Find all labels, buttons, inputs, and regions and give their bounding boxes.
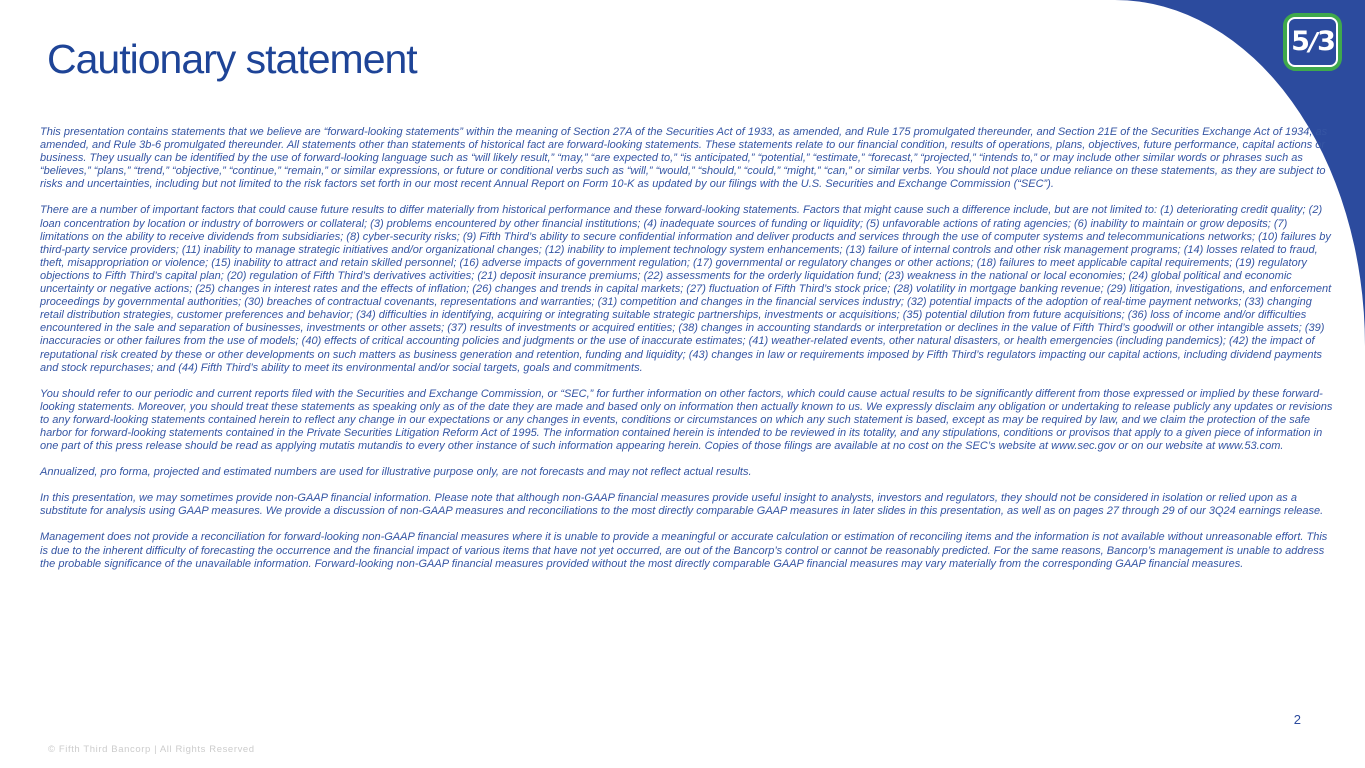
page-title: Cautionary statement [47,36,417,82]
paragraph-sec-reports: You should refer to our periodic and current reports filed with the Securities and Exchange Commission, or “SEC,” for further information on other factors, which could cause actual results to be significantly different from those expressed or implied by these forward-looking statements. Moreover, you should treat these statements as speaking only as of the date they are made and based only on information then actually known to us. We expressly disclaim any obligation or undertaking to release publicly any updates or revisions to any forward-looking statements contained herein to reflect any change in our expectations or any changes in events, conditions or circumstances on which any such statement is based, except as may be required by law, and we claim the protection of the safe harbor for forward-looking statements contained in the Private Securities Litigation Reform Act of 1995. The information contained herein is intended to be reviewed in its totality, and any stipulations, conditions or provisos that apply to a given piece of information in one part of this press release should be read as applying mutatis mutandis to every other instance of such information appearing herein. Copies of those filings are available at no cost on the SEC’s website at www.sec.gov or on our website at www.53.com. [40,387,1333,453]
logo-five: 5 [1291,25,1308,57]
paragraph-non-gaap: In this presentation, we may sometimes provide non-GAAP financial information. Please note that although non-GAAP financial measures provide useful insight to analysts, investors and regulators, they should not be considered in isolation or relied upon as a substitute for analysis using GAAP measures. We provide a discussion of non-GAAP measures and reconciliations to the most directly comparable GAAP measures in later slides in this presentation, as well as on pages 27 through 29 of our 3Q24 earnings release. [40,492,1324,518]
copyright-notice: © Fifth Third Bancorp | All Rights Reserved [48,744,255,755]
fifth-third-logo [1283,13,1342,71]
page-number: 2 [1293,712,1301,727]
paragraph-forward-looking-statements: This presentation contains statements that we believe are “forward-looking statements” within the meaning of Section 27A of the Securities Act of 1933, as amended, and Rule 175 promulgated thereunder, and Section 21E of the Securities Exchange Act of 1934, as amended, and Rule 3b-6 promulgated thereunder. All statements other than statements of historical fact are forward-looking statements. These statements relate to our financial condition, results of operations, plans, objectives, future performance, capital actions or business. They usually can be identified by the use of forward-looking language such as “will likely result,” “may,” “are expected to,” “is anticipated,” “potential,” “estimate,” “forecast,” “projected,” “intends to,” or may include other similar words or phrases such as “believes,” “plans,” “trend,” “objective,” “continue,” “remain,” or similar expressions, or future or conditional verbs such as “will,” “would,” “should,” “could,” “might,” “can,” or similar verbs. You should not place undue reliance on these statements, as they are subject to risks and uncertainties, including but not limited to the risk factors set forth in our most recent Annual Report on Form 10-K as updated by our filings with the U.S. Securities and Exchange Commission (“SEC”). [40,126,1328,191]
logo-slash: / [1308,26,1317,56]
paragraph-annualized-numbers: Annualized, pro forma, projected and estimated numbers are used for illustrative purpose only, are not forecasts and may not reflect actual results. [40,466,752,479]
fifth-third-logo-glyph [1287,17,1338,67]
disclaimer-body [40,126,1334,584]
paragraph-risk-factors: There are a number of important factors that could cause future results to differ materially from historical performance and these forward-looking statements. Factors that might cause such a difference include, but are not limited to: (1) deteriorating credit quality; (2) loan concentration by location or industry of borrowers or collateral; (3) problems encountered by other financial institutions; (4) inadequate sources of funding or liquidity; (5) unfavorable actions of rating agencies; (6) inability to maintain or grow deposits; (7) limitations on the ability to receive dividends from subsidiaries; (8) cyber-security risks; (9) Fifth Third’s ability to secure confidential information and deliver products and services through the use of computer systems and telecommunications networks; (10) failures by third-party service providers; (11) inability to manage strategic initiatives and/or organizational changes; (12) inability to implement technology system enhancements; (13) failure of internal controls and other risk management programs; (14) losses related to fraud, theft, misappropriation or violence; (15) inability to attract and retain skilled personnel; (16) adverse impacts of government regulation; (17) governmental or regulatory changes or other actions; (18) failures to meet applicable capital requirements; (19) regulatory objections to Fifth Third’s capital plan; (20) regulation of Fifth Third’s derivatives activities; (21) deposit insurance premiums; (22) assessments for the orderly liquidation fund; (23) weakness in the national or local economies; (24) global political and economic uncertainty or negative actions; (25) changes in interest rates and the effects of inflation; (26) changes and trends in capital markets; (27) fluctuation of Fifth Third’s stock price; (28) volatility in mortgage banking revenue; (29) litigation, investigations, and enforcement proceedings by governmental authorities; (30) breaches of contractual covenants, representations and warranties; (31) competition and changes in the financial services industry; (32) potential impacts of the adoption of real-time payment networks; (33) changing retail distribution strategies, customer preferences and behavior; (34) difficulties in identifying, acquiring or integrating suitable strategic partnerships, investments or acquisitions; (35) potential dilution from future acquisitions; (36) loss of income and/or difficulties encountered in the sale and separation of businesses, investments or other assets; (37) results of investments or acquired entities; (38) changes in accounting standards or interpretation or declines in the value of Fifth Third’s goodwill or other intangible assets; (39) inaccuracies or other failures from the use of models; (40) effects of critical accounting policies and judgments or the use of inaccurate estimates; (41) weather-related events, other natural disasters, or health emergencies (including pandemics); (42) the impact of reputational risk created by these or other developments on such matters as business generation and retention, funding and liquidity; (43) changes in law or requirements imposed by Fifth Third’s regulators impacting our capital actions, including dividend payments and stock repurchases; and (44) Fifth Third’s ability to meet its environmental and/or social targets, goals and commitments. [40,204,1332,374]
logo-three: 3 [1317,25,1334,57]
paragraph-reconciliation: Management does not provide a reconciliation for forward-looking non-GAAP financial measures where it is unable to provide a meaningful or accurate calculation or estimation of reconciling items and the information is not available without unreasonable effort. This is due to the inherent difficulty of forecasting the occurrence and the financial impact of various items that have not yet occurred, are out of the Bancorp’s control or cannot be reasonably predicted. For the same reasons, Bancorp’s management is unable to address the probable significance of the unavailable information. Forward-looking non-GAAP financial measures provided without the most directly comparable GAAP financial measures may vary materially from the corresponding GAAP financial measures. [40,531,1328,570]
